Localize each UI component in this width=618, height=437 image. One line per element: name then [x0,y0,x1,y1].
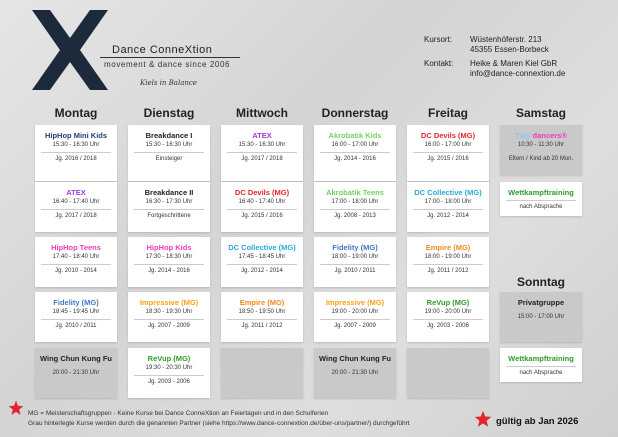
course-card [314,292,396,342]
course-name: ATEX [252,131,272,140]
course-info: Fortgeschrittene [147,213,191,219]
course-info: Jg. 2017 / 2018 [241,156,283,162]
course-card [221,125,303,181]
course-name: HipHop Teens [51,243,101,252]
course-card [128,348,210,398]
course-divider [506,152,576,153]
course-divider [227,264,297,265]
course-divider [506,366,576,367]
course-time: 16:00 - 17:00 Uhr [424,142,472,148]
course-name: DC Collective (MG) [228,243,296,252]
empty-slot [221,348,303,398]
course-name: Breakdance II [144,188,194,197]
course-time: 16:40 - 17:40 Uhr [52,199,100,205]
course-name: ReVup (MG) [147,354,191,363]
course-time: 20:00 - 21:30 Uhr [331,370,379,376]
course-info: Jg. 2012 - 2014 [427,213,469,219]
course-time: 17:30 - 18:30 Uhr [145,254,193,260]
day-header-sonntag: Sonntag [517,275,565,289]
course-divider [227,319,297,320]
course-divider [413,264,483,265]
course-time: 18:50 - 19:50 Uhr [238,309,286,315]
course-info: Jg. 2011 / 2012 [241,323,283,329]
course-card [314,125,396,181]
course-name-part-tiny: Tiny [515,131,531,140]
valid-from-label: gültig ab Jan 2026 [496,416,579,427]
red-star-icon [8,400,24,416]
course-info: Jg. 2007 - 2009 [148,323,190,329]
course-card [221,237,303,287]
course-name: Fidelity (MG) [332,243,378,252]
course-time: 15:30 - 16:30 Uhr [52,142,100,148]
course-info: nach Absprache [519,370,563,376]
course-divider [41,319,111,320]
footer-legend: MG = Meisterschaftsgruppen - Keine Kurse bei Dance ConneXtion an Feiertagen und in den Schulferien [28,410,329,417]
course-name: Akrobatik Kids [328,131,382,140]
brand-name: Dance ConneXtion [112,44,213,56]
course-name: ReVup (MG) [426,298,470,307]
course-time: 16:30 - 17:30 Uhr [145,199,193,205]
course-name: Privatgruppe [517,298,565,307]
course-time: 18:30 - 19:30 Uhr [145,309,193,315]
course-time: 16:00 - 17:00 Uhr [331,142,379,148]
day-header-mittwoch: Mittwoch [236,106,288,120]
course-name: Wettkampftraining [508,354,574,363]
day-header-dienstag: Dienstag [143,106,195,120]
course-card [35,292,117,342]
course-divider [413,152,483,153]
course-divider [134,264,204,265]
course-card [314,182,396,232]
course-name: Wing Chun Kung Fu [40,354,112,363]
course-divider [506,200,576,201]
course-time: 17:00 - 18:00 Uhr [424,199,472,205]
red-star-icon [474,410,492,428]
course-info: Jg. 2015 / 2016 [427,156,469,162]
course-info: Einsteiger [155,156,183,162]
course-name: HipHop Kids [146,243,192,252]
course-divider [320,366,390,367]
contact-line-1: Heike & Maren Kiel GbR [470,59,558,68]
course-name: Wettkampftraining [508,188,574,197]
course-card [221,182,303,232]
course-card [128,292,210,342]
day-header-freitag: Freitag [427,106,468,120]
course-time: 15:30 - 16:30 Uhr [145,142,193,148]
course-divider [320,319,390,320]
course-divider [41,264,111,265]
course-name: HipHop Mini Kids [44,131,108,140]
course-name: DC Devils (MG) [234,188,290,197]
course-info: Jg. 2008 - 2013 [334,213,376,219]
contact-label: Kontakt: [424,59,454,68]
course-card [221,292,303,342]
course-card [314,237,396,287]
course-info: Jg. 2015 / 2016 [241,213,283,219]
course-card [500,348,582,382]
address-line-2: 45355 Essen-Borbeck [470,45,549,54]
course-divider [227,209,297,210]
course-time: 17:00 - 18:00 Uhr [331,199,379,205]
course-info: Jg. 2011 / 2012 [427,268,469,274]
brand-divider [100,57,240,58]
course-info: Jg. 2017 / 2018 [55,213,97,219]
course-divider [41,209,111,210]
course-name-part-dancers: dancers® [532,131,567,140]
course-name: Wing Chun Kung Fu [319,354,391,363]
course-name: Fidelity (MG) [53,298,99,307]
address-label: Kursort: [424,35,453,44]
day-header-donnerstag: Donnerstag [321,106,389,120]
course-time: 15:00 - 17:00 Uhr [517,314,565,320]
course-time: 18:45 - 19:45 Uhr [52,309,100,315]
course-info: Jg. 2007 - 2009 [334,323,376,329]
empty-slot [407,348,489,398]
course-time: 19:00 - 20:00 Uhr [424,309,472,315]
course-info: Eltern / Kind ab 20 Mon. [508,156,574,162]
course-divider [413,319,483,320]
day-header-montag: Montag [54,106,98,120]
course-time: 20:00 - 21:30 Uhr [52,370,100,376]
contact-email[interactable]: info@dance-connextion.de [470,69,566,78]
course-card [35,182,117,232]
course-card [500,182,582,216]
course-card [407,125,489,181]
brand-slogan: Kiels in Balance [140,79,197,87]
course-name: Breakdance I [145,131,193,140]
course-divider [506,310,576,311]
partner-course-card [314,348,396,398]
course-info: Jg. 2010 / 2011 [334,268,376,274]
course-divider [413,209,483,210]
course-card [35,125,117,181]
address-line-1: Wüstenhöferstr. 213 [470,35,542,44]
course-time: 18:00 - 19:00 Uhr [331,254,379,260]
course-name: DC Devils (MG) [420,131,476,140]
course-card [407,182,489,232]
course-name: Akrobatik Teens [326,188,384,197]
course-time: 16:40 - 17:40 Uhr [238,199,286,205]
course-info: Jg. 2016 / 2018 [55,156,97,162]
course-name: Impressive (MG) [139,298,199,307]
course-time: 10:30 - 11:30 Uhr [517,142,565,148]
course-name: ATEX [66,188,86,197]
course-info: Jg. 2014 - 2016 [148,268,190,274]
course-name: DC Collective (MG) [414,188,482,197]
course-card [128,237,210,287]
course-divider [41,366,111,367]
course-info: nach Absprache [519,204,563,210]
course-divider [41,152,111,153]
course-divider [227,152,297,153]
course-info: Jg. 2010 - 2014 [55,268,97,274]
course-time: 19:00 - 20:00 Uhr [331,309,379,315]
course-time: 17:40 - 18:40 Uhr [52,254,100,260]
course-info: Jg. 2012 - 2014 [241,268,283,274]
course-time: 19:30 - 20:30 Uhr [145,365,193,371]
course-divider [134,319,204,320]
course-divider [134,209,204,210]
course-card [128,125,210,181]
course-card [407,237,489,287]
course-divider [320,209,390,210]
course-name: Impressive (MG) [325,298,385,307]
day-header-samstag: Samstag [515,106,567,120]
course-time: 18:00 - 19:00 Uhr [424,254,472,260]
course-info: Jg. 2014 - 2016 [334,156,376,162]
partner-course-card [35,348,117,398]
course-card [35,237,117,287]
dance-connextion-x-logo-icon [28,8,112,92]
partner-course-card [500,125,582,175]
course-name: Empire (MG) [425,243,471,252]
course-info: Jg. 2003 - 2006 [148,379,190,385]
brand-subtitle: movement & dance since 2006 [104,60,231,69]
course-time: 15:30 - 16:30 Uhr [238,142,286,148]
course-time: 17:45 - 18:45 Uhr [238,254,286,260]
course-info: Jg. 2010 / 2011 [55,323,97,329]
footer-partner-note: Grau hinterlegte Kurse werden durch die genannten Partner (siehe https://www.dance-connextion.de/über-uns/partner/) durchgeführt [28,420,410,427]
course-info: Jg. 2003 - 2006 [427,323,469,329]
course-divider [320,264,390,265]
course-divider [134,152,204,153]
course-name: Empire (MG) [239,298,285,307]
course-name [500,130,582,141]
course-card [407,292,489,342]
course-card [128,182,210,232]
course-divider [320,152,390,153]
partner-course-card [500,292,582,342]
course-divider [134,375,204,376]
